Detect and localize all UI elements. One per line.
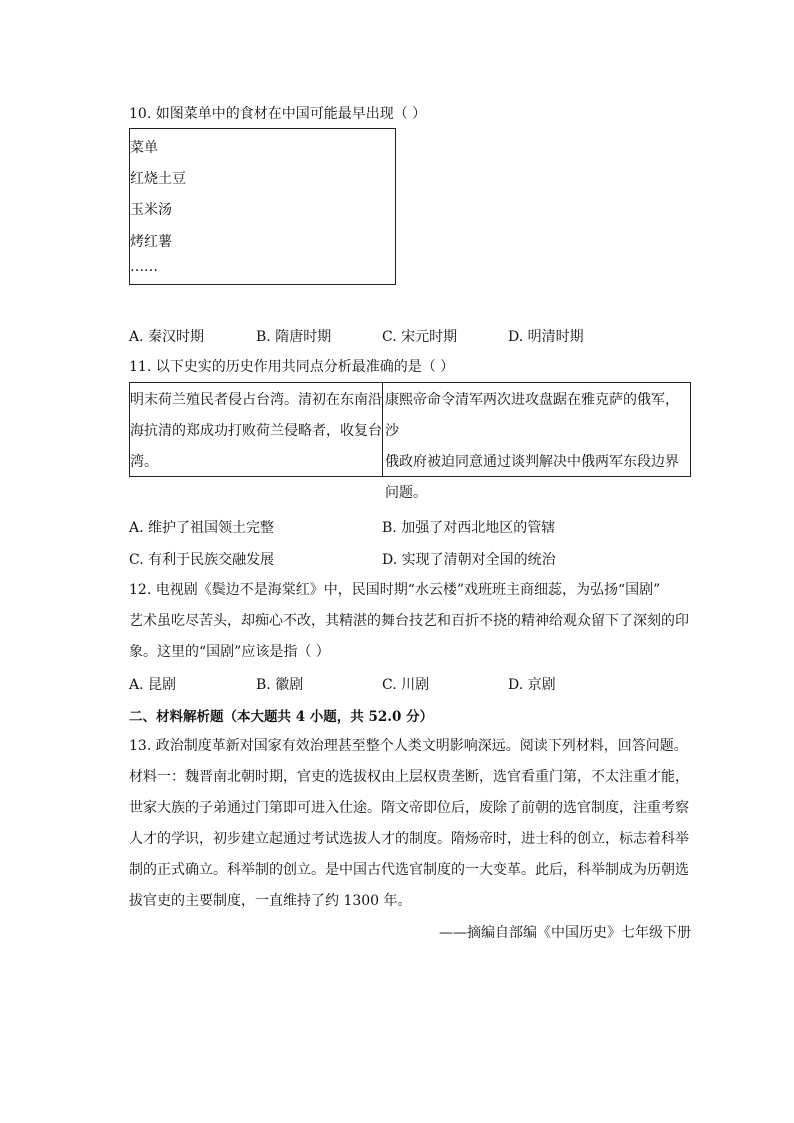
material-line: 制的正式确立。科举制的创立。是中国古代选官制度的一大变革。此后，科举制成为历朝选 [129,862,689,878]
question-12-line: 艺术虽吃尽苦头，却痴心不改，其精湛的舞台技艺和百折不挠的精神给观众留下了深刻的印 [129,613,689,629]
option-b: B. 徽剧 [256,677,304,693]
menu-item: 玉米汤 [130,202,172,218]
question-10-title: 10. 如图菜单中的食材在中国可能最早出现（ ） [129,106,427,122]
menu-ellipsis: …… [130,259,158,275]
table-cell-line: 俄政府被迫同意通过谈判解决中俄两军东段边界 [385,454,679,470]
question-12-line: 象。这里的“国剧”应该是指（ ） [129,644,330,660]
table-cell-right [383,383,690,501]
question-12-line: 12. 电视剧《鬓边不是海棠红》中，民国时期“水云楼”戏班班主商细蕊，为弘扬“国剧” [129,582,661,598]
table-cell-line: 湾。 [130,454,158,470]
option-a: A. 昆剧 [129,677,177,693]
question-13-line: 13. 政治制度革新对国家有效治理甚至整个人类文明影响深远。阅读下列材料，回答问题。 [129,738,688,754]
question-11-title: 11. 以下史实的历史作用共同点分析最准确的是（ ） [129,359,455,375]
material-line: 拔官吏的主要制度，一直维持了约 1300 年。 [129,893,412,909]
table-cell-line: 问题。 [385,485,427,501]
table-cell-line: 明末荷兰殖民者侵占台湾。清初在东南沿 [130,392,382,408]
option-b: B. 加强了对西北地区的管辖 [382,520,556,536]
option-c: C. 有利于民族交融发展 [129,552,275,568]
table-cell-line: 康熙帝命令清军两次进攻盘踞在雅克萨的俄军，沙 [385,392,679,439]
menu-item: 烤红薯 [130,234,172,250]
table-cell-line: 海抗清的郑成功打败荷兰侵略者，收复台 [130,423,382,439]
material-source: ——摘编自部编《中国历史》七年级下册 [439,925,691,941]
option-c: C. 川剧 [382,677,430,693]
option-a: A. 维护了祖国领土完整 [129,520,275,536]
history-table [129,382,691,501]
option-a: A. 秦汉时期 [129,329,205,345]
material-line: 人才的学识，初步建立起通过考试选拔人才的制度。隋炀帝时，进士科的创立，标志着科举 [129,831,689,847]
menu-box [129,128,396,285]
option-d: D. 京剧 [508,677,556,693]
option-c: C. 宋元时期 [382,329,458,345]
material-line: 材料一：魏晋南北朝时期，官吏的选拔权由上层权贵垄断，选官看重门第，不太注重才能， [129,769,689,785]
option-b: B. 隋唐时期 [256,329,332,345]
option-d: D. 实现了清朝对全国的统治 [382,552,556,568]
option-d: D. 明清时期 [508,329,584,345]
question-13-body [129,731,699,917]
question-12-body [129,575,694,668]
section-heading: 二、材料解析题（本大题共 4 小题，共 52.0 分） [129,709,434,725]
table-cell-left [130,383,383,476]
material-line: 世家大族的子弟通过门第即可进入仕途。隋文帝即位后，废除了前朝的选官制度，注重考察 [129,800,689,816]
menu-heading: 菜单 [130,140,158,156]
menu-item: 红烧土豆 [130,171,186,187]
